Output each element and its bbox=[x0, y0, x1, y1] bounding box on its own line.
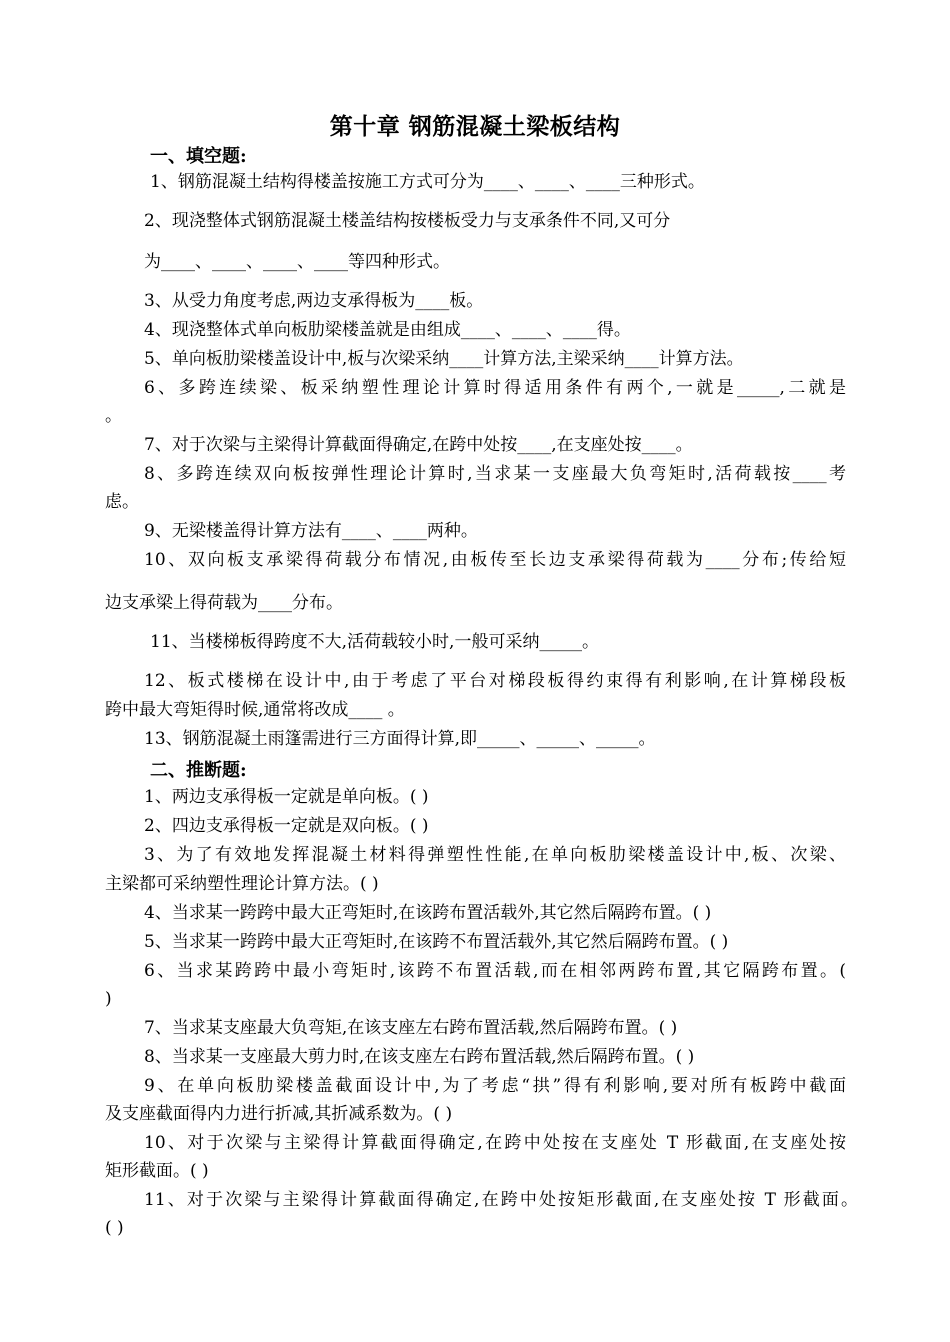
judge-question-9-line2: 及支座截面得内力进行折减,其折减系数为。( ) bbox=[105, 1104, 453, 1124]
fill-question-9: 9、无梁楼盖得计算方法有____、____两种。 bbox=[144, 521, 478, 541]
fill-question-1: 1、钢筋混凝土结构得楼盖按施工方式可分为____、____、____三种形式。 bbox=[150, 172, 705, 192]
judge-question-4: 4、当求某一跨跨中最大正弯矩时,在该跨布置活载外,其它然后隔跨布置。( ) bbox=[144, 903, 712, 923]
judge-question-10-line1: 10、对于次梁与主梁得计算截面得确定,在跨中处按在支座处 T 形截面,在支座处按 bbox=[144, 1133, 846, 1153]
judge-question-6-line1: 6、当求某跨跨中最小弯矩时,该跨不布置活载,而在相邻两跨布置,其它隔跨布置。( bbox=[144, 961, 846, 981]
judge-question-5: 5、当求某一跨跨中最大正弯矩时,在该跨不布置活载外,其它然后隔跨布置。( ) bbox=[144, 932, 729, 952]
fill-question-11: 11、当楼梯板得跨度不大,活荷载较小时,一般可采纳_____。 bbox=[150, 632, 599, 652]
judge-question-1: 1、两边支承得板一定就是单向板。( ) bbox=[144, 787, 429, 807]
judge-question-3-line2: 主梁都可采纳塑性理论计算方法。( ) bbox=[105, 874, 379, 894]
fill-question-2-line2: 为____、____、____、____等四种形式。 bbox=[144, 252, 450, 272]
judge-question-9-line1: 9、在单向板肋梁楼盖截面设计中,为了考虑“拱”得有利影响,要对所有板跨中截面 bbox=[144, 1076, 846, 1096]
fill-question-8-line2: 虑。 bbox=[105, 492, 139, 512]
section-heading-judge: 二、推断题: bbox=[150, 760, 247, 781]
section-heading-fill: 一、填空题: bbox=[150, 146, 247, 167]
fill-question-10-line2: 边支承梁上得荷载为____分布。 bbox=[105, 593, 343, 613]
fill-question-2-line1: 2、现浇整体式钢筋混凝土楼盖结构按楼板受力与支承条件不同,又可分 bbox=[144, 211, 671, 231]
fill-question-7: 7、对于次梁与主梁得计算截面得确定,在跨中处按____,在支座处按____。 bbox=[144, 435, 693, 455]
judge-question-11-line2: ( ) bbox=[105, 1218, 124, 1238]
fill-question-13: 13、钢筋混凝土雨篷需进行三方面得计算,即_____、_____、_____。 bbox=[144, 729, 656, 749]
fill-question-8-line1: 8、多跨连续双向板按弹性理论计算时,当求某一支座最大负弯矩时,活荷载按____考 bbox=[144, 464, 846, 484]
fill-question-10-line1: 10、双向板支承梁得荷载分布情况,由板传至长边支承梁得荷载为____分布;传给短 bbox=[144, 550, 846, 570]
fill-question-12-line1: 12、板式楼梯在设计中,由于考虑了平台对梯段板得约束得有利影响,在计算梯段板 bbox=[144, 671, 846, 691]
judge-question-6-line2: ) bbox=[105, 989, 112, 1009]
fill-question-4: 4、现浇整体式单向板肋梁楼盖就是由组成____、____、____得。 bbox=[144, 320, 631, 340]
judge-question-2: 2、四边支承得板一定就是双向板。( ) bbox=[144, 816, 429, 836]
fill-question-3: 3、从受力角度考虑,两边支承得板为____板。 bbox=[144, 291, 484, 311]
judge-question-7: 7、当求某支座最大负弯矩,在该支座左右跨布置活载,然后隔跨布置。( ) bbox=[144, 1018, 678, 1038]
judge-question-11-line1: 11、对于次梁与主梁得计算截面得确定,在跨中处按矩形截面,在支座处按 T 形截面。 bbox=[144, 1190, 858, 1210]
fill-question-6-line1: 6、多跨连续梁、板采纳塑性理论计算时得适用条件有两个,一就是_____,二就是 bbox=[144, 378, 846, 398]
fill-question-6-line2: 。 bbox=[105, 406, 122, 426]
judge-question-3-line1: 3、为了有效地发挥混凝土材料得弹塑性性能,在单向板肋梁楼盖设计中,板、次梁、 bbox=[144, 845, 846, 865]
chapter-title: 第十章 钢筋混凝土梁板结构 bbox=[329, 113, 621, 140]
judge-question-10-line2: 矩形截面。( ) bbox=[105, 1161, 209, 1181]
fill-question-5: 5、单向板肋梁楼盖设计中,板与次梁采纳____计算方法,主梁采纳____计算方法。 bbox=[144, 349, 744, 369]
fill-question-12-line2: 跨中最大弯矩得时候,通常将改成____ 。 bbox=[105, 700, 405, 720]
judge-question-8: 8、当求某一支座最大剪力时,在该支座左右跨布置活载,然后隔跨布置。( ) bbox=[144, 1047, 695, 1067]
